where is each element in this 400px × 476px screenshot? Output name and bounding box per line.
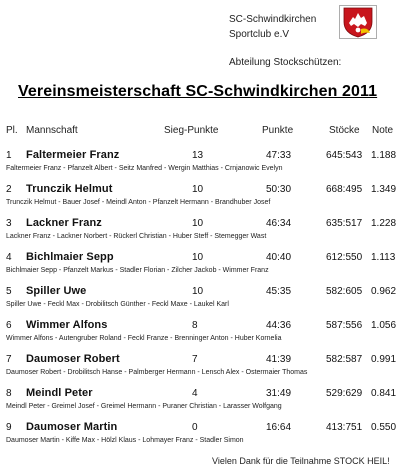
stones-value: 582:587 (326, 354, 363, 365)
team-players: Daumoser Martin - Kiffe Max - Hölzl Klaus - Lohmayer Franz - Stadler Simon (6, 437, 244, 444)
points-value: 47:33 (266, 150, 292, 161)
stones-value: 612:550 (326, 252, 363, 263)
win-points-value: 7 (192, 354, 198, 365)
team-name: Bichlmaier Sepp (26, 251, 114, 263)
team-name: Wimmer Alfons (26, 319, 108, 331)
header-rating: Note (372, 125, 394, 136)
rating-value: 0.841 (371, 388, 397, 399)
team-players: Lackner Franz - Lackner Norbert - Rückerl Christian - Huber Steff - Stemegger Wast (6, 233, 267, 240)
header-team: Mannschaft (26, 125, 78, 136)
stones-value: 413:751 (326, 422, 363, 433)
team-players: Daumoser Robert - Drobilitsch Hanse - Palmberger Hermann - Lensch Alex - Ostermaier Thomas (6, 369, 308, 376)
rating-value: 0.991 (371, 354, 397, 365)
points-value: 44:36 (266, 320, 292, 331)
place-number: 7 (6, 354, 12, 365)
club-crest-icon (339, 5, 377, 39)
win-points-value: 0 (192, 422, 198, 433)
place-number: 8 (6, 388, 12, 399)
footer-thanks: Vielen Dank für die Teilnahme STOCK HEIL! (212, 456, 390, 466)
points-value: 45:35 (266, 286, 292, 297)
win-points-value: 10 (192, 252, 204, 263)
header-win-points: Sieg-Punkte (164, 125, 219, 136)
team-name: Daumoser Robert (26, 353, 120, 365)
team-name: Spiller Uwe (26, 285, 87, 297)
place-number: 1 (6, 150, 12, 161)
stones-value: 635:517 (326, 218, 363, 229)
win-points-value: 8 (192, 320, 198, 331)
rating-value: 1.056 (371, 320, 397, 331)
place-number: 3 (6, 218, 12, 229)
place-number: 9 (6, 422, 12, 433)
team-players: Trunczik Helmut - Bauer Josef - Meindl Anton - Pfanzelt Hermann - Brandhuber Josef (6, 199, 271, 206)
win-points-value: 10 (192, 286, 204, 297)
rating-value: 1.228 (371, 218, 397, 229)
points-value: 50:30 (266, 184, 292, 195)
club-subtitle: Sportclub e.V (229, 29, 290, 40)
stones-value: 582:605 (326, 286, 363, 297)
department-label: Abteilung Stockschützen: (229, 57, 342, 68)
team-players: Spiller Uwe - Feckl Max - Drobilitsch Günther - Feckl Maxe - Laukel Karl (6, 301, 229, 308)
stones-value: 668:495 (326, 184, 363, 195)
points-value: 40:40 (266, 252, 292, 263)
team-players: Wimmer Alfons - Autengruber Roland - Feckl Franze - Brenninger Anton - Huber Kornelia (6, 335, 282, 342)
points-value: 31:49 (266, 388, 292, 399)
win-points-value: 10 (192, 184, 204, 195)
club-name: SC-Schwindkirchen (229, 14, 317, 25)
rating-value: 0.550 (371, 422, 397, 433)
team-players: Bichlmaier Sepp - Pfanzelt Markus - Stadler Florian - Zilcher Jackob - Wimmer Franz (6, 267, 269, 274)
header-points: Punkte (262, 125, 294, 136)
win-points-value: 4 (192, 388, 198, 399)
points-value: 16:64 (266, 422, 292, 433)
page-title: Vereinsmeisterschaft SC-Schwindkirchen 2011 (18, 83, 378, 100)
win-points-value: 10 (192, 218, 204, 229)
team-name: Meindl Peter (26, 387, 93, 399)
header-place: Pl. (6, 125, 18, 136)
rating-value: 0.962 (371, 286, 397, 297)
place-number: 4 (6, 252, 12, 263)
stones-value: 645:543 (326, 150, 363, 161)
team-name: Faltermeier Franz (26, 149, 120, 161)
points-value: 46:34 (266, 218, 292, 229)
team-players: Faltermeier Franz - Pfanzelt Albert - Seitz Manfred - Wergin Matthias - Crnjanowic Evelyn (6, 165, 283, 172)
rating-value: 1.188 (371, 150, 397, 161)
team-name: Lackner Franz (26, 217, 102, 229)
team-name: Trunczik Helmut (26, 183, 113, 195)
place-number: 5 (6, 286, 12, 297)
team-players: Meindl Peter - Greimel Josef - Greimel Hermann - Puraner Christian - Larasser Wolfgang (6, 403, 282, 410)
win-points-value: 13 (192, 150, 204, 161)
stones-value: 587:556 (326, 320, 363, 331)
header-stones: Stöcke (329, 125, 360, 136)
stones-value: 529:629 (326, 388, 363, 399)
place-number: 6 (6, 320, 12, 331)
points-value: 41:39 (266, 354, 292, 365)
rating-value: 1.113 (371, 252, 396, 263)
place-number: 2 (6, 184, 12, 195)
team-name: Daumoser Martin (26, 421, 118, 433)
rating-value: 1.349 (371, 184, 397, 195)
